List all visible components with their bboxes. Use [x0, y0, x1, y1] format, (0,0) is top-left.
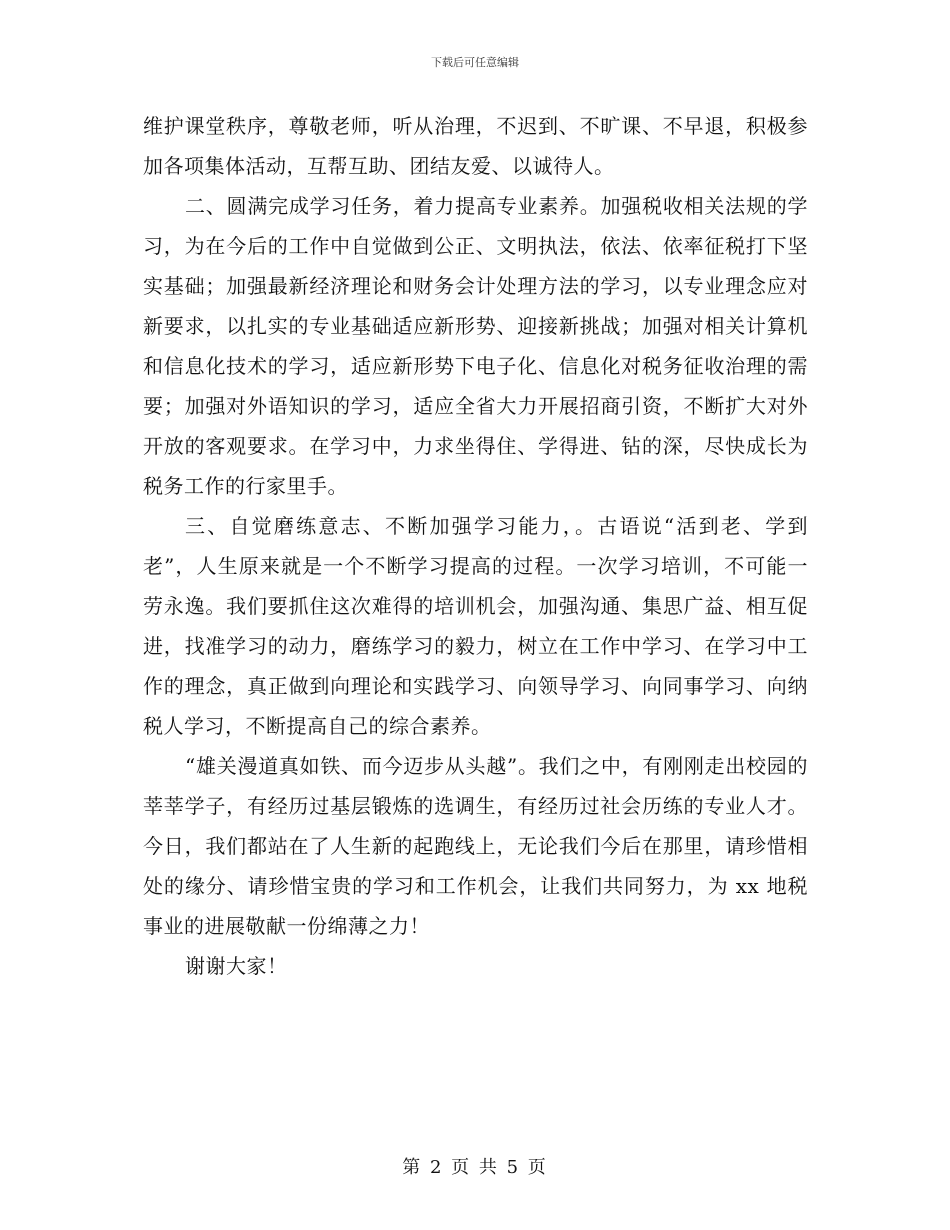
page-header: 下载后可任意编辑	[431, 56, 519, 69]
paragraph-section-three: 三、自觉磨练意志、不断加强学习能力，。古语说“活到老、学到老”，人生原来就是一个不断学习提高的过程。一次学习培训，不可能一劳永逸。我们要抓住这次难得的培训机会，加强沟通、集思广益、相互促进，找准学习的动力，磨练学习的毅力，树立在工作中学习、在学习中工作的理念，真正做到向理论和实践学习、向领导学习、向同事学习、向纳税人学习，不断提高自己的综合素养。	[143, 514, 808, 738]
paragraph-closing: “雄关漫道真如铁、而今迈步从头越”。我们之中，有刚刚走出校园的莘莘学子，有经历过基层锻炼的选调生，有经历过社会历练的专业人才。今日，我们都站在了人生新的起跑线上，无论我们今后在那里，请珍惜相处的缘分、请珍惜宝贵的学习和工作机会，让我们共同努力，为 xx 地税事业的进展敬献一份绵薄之力！	[143, 754, 808, 938]
paragraph-intro-continued: 维护课堂秩序，尊敬老师，听从治理，不迟到、不旷课、不早退，积极参加各项集体活动，互帮互助、团结友爱、以诚待人。	[143, 114, 808, 178]
paragraph-thanks: 谢谢大家！	[185, 954, 288, 978]
paragraph-section-two: 二、圆满完成学习任务，着力提高专业素养。加强税收相关法规的学习，为在今后的工作中自觉做到公正、文明执法，依法、依率征税打下坚实基础；加强最新经济理论和财务会计处理方法的学习，以专业理念应对新要求，以扎实的专业基础适应新形势、迎接新挑战；加强对相关计算机和信息化技术的学习，适应新形势下电子化、信息化对税务征收治理的需要；加强对外语知识的学习，适应全省大力开展招商引资，不断扩大对外开放的客观要求。在学习中，力求坐得住、学得进、钻的深，尽快成长为税务工作的行家里手。	[143, 194, 808, 498]
document-body	[143, 106, 808, 986]
page-number-footer: 第 2 页 共 5 页	[402, 1157, 548, 1178]
